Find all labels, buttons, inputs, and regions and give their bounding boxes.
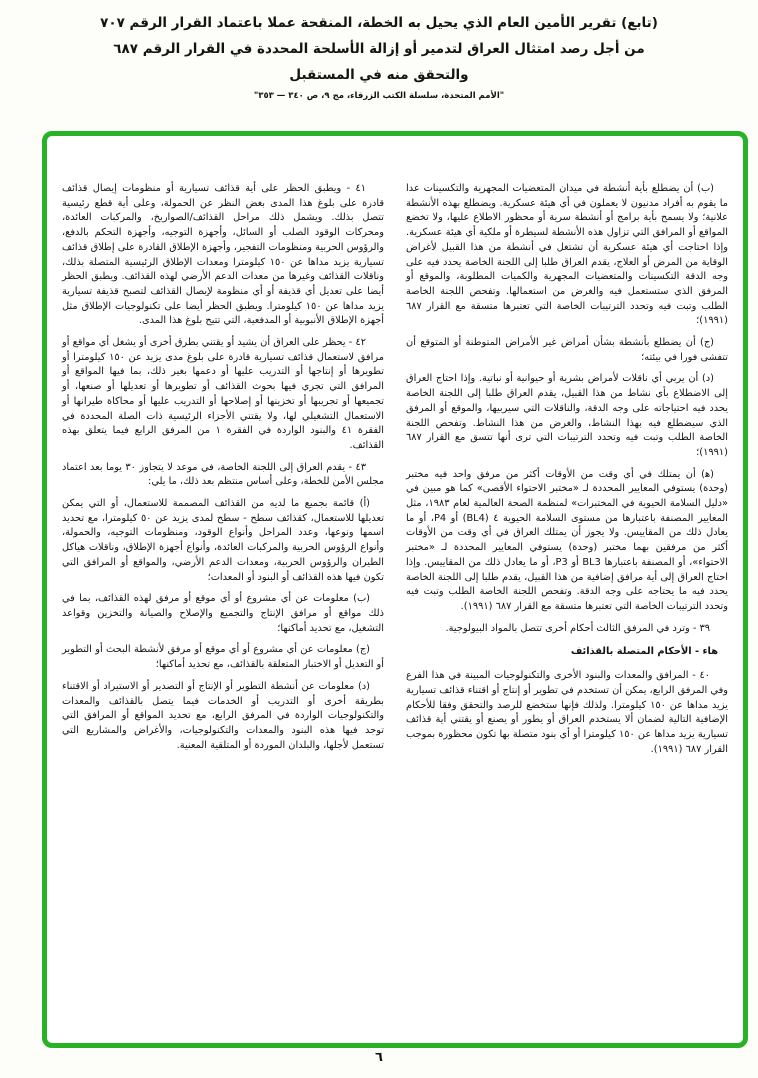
header-title-line-1: (تابع) تقرير الأمين العام الذي يحيل به الخطة، المنقحة عملا باعتماد القرار الرقم ٧٠٧ — [100, 15, 658, 31]
paragraph-43-item-c: (ج) معلومات عن أي مشروع أو أي موقع أو مرفق لأنشطة البحث أو التطوير أو التعديل أو الاختبار المتعلقة بالقذائف، مع تحديد أماكنها؛ — [62, 644, 384, 671]
right-column — [406, 182, 728, 1031]
section-e-heading: هاء - الأحكام المتصلة بالقذائف — [570, 646, 718, 658]
paragraph-43-item-d: (د) معلومات عن أنشطة التطوير أو الإنتاج أو التصدير أو الاستيراد أو الاقتناء بطريقة أخرى أو التدريب أو الخدمات فيما يتصل بالقذائف والمعدات والتكنولوجيات الواردة في المرفق الرابع، مع تحديد المواقع أو المرافق التي توجد فيها هذه البنود والمعدات والتكنولوجيات، والأغراض والمشاريع التي تستعمل لأجلها، والبلدان الموردة أو المتلقية المعنية. — [62, 680, 384, 751]
paragraph-43-item-a: (أ) قائمة بجميع ما لديه من القذائف المصممة للاستعمال، أو التي يمكن تعديلها للاستعمال، كقذائف سطح - سطح لمدى يزيد عن ٥٠ كيلومترا، مع تحديد اسمها ونوعها، وعدد المراحل وأنواع الوقود، ومنظومات التوجيه، والحمولة، وأنواع الرؤوس الحربية والمركبات العائدة، وأنواع أجهزة الإطلاق، وناقلات هياكل الطيران والرؤوس الحربية، ومعدات الدعم الأرضي، والمواقع أو المرافق التي تكون فيها هذه القذائف أو البنود أو المعدات؛ — [62, 498, 384, 583]
header-title-line-3: والتحقق منه في المستقبل — [289, 67, 469, 83]
header-title-line-2: من أجل رصد امتثال العراق لتدمير أو إزالة الأسلحة المحددة في القرار الرقم ٦٨٧ — [113, 41, 645, 57]
page-number: ٦ — [375, 1050, 383, 1065]
paragraph-38-b: (ب) أن يضطلع بأية أنشطة في ميدان المتعضيات المجهرية والتكسينات عدا ما يقوم به أفراد مدنيون لا يعملون في أي هيئة عسكرية. ويضطلع بهذه الأنشطة علانية؛ ولا يسمح بأية برامج أو أنشطة سرية أو محظور الاطلاع عليها، ولا تخضع المواقع أو المرافق التي تزاول هذه الأنشطة لسيطرة أو ملكية أي هيئة عسكرية. وإذا احتاجت أي هيئة عسكرية أن تشتغل في أنشطة من هذا القبيل لأغراض الوقاية من المرض أو العلاج، يقدم العراق طلبا إلى اللجنة الخاصة يحدد فيه على وجه الدقة التكسينات والمتعضيات المجهرية والكميات المطلوبة، والموقع أو المرفق الذي ستستعمل فيه والغرض من استعمالها. وتفحص اللجنة الخاصة الطلب وتبت فيه وتحدد الترتيبات الخاصة التي تعتبرها متسقة مع القرار ٦٨٧ (١٩٩١)؛ — [406, 183, 728, 327]
paragraph-38-h: (ﻫ) أن يمتلك في أي وقت من الأوقات أكثر من مرفق واحد فيه مختبر (وحدة) يستوفي المعايير المحددة لـ «مختبر الاحتواء الأقصى» كما هو مبين في «دليل السلامة الحيوية في المختبرات» لمنظمة الصحة العالمية لعام ١٩٨٣، مثل المعايير المصنفة باعتبارها من مستوى السلامة الحيوية ٤ (BL4) أو P4، أو ما يعادل ذلك من المقاييس. ولا يجوز أن يمتلك العراق في أي وقت من الأوقات أكثر من مرفقين بهما مختبر (وحدة) يستوفي المعايير المحددة لـ «مختبر الاحتواء»، أو المصنفة باعتبارها BL3 أو P3، أو ما يعادل ذلك من المقاييس. وإذا احتاج العراق إلى أية مرافق إضافية من هذا القبيل، يقدم طلبا إلى اللجنة الخاصة يحدد فيه ما يحتاجه على وجه الدقة. وتفحص اللجنة الخاصة الطلب وتبت فيه وتحدد الترتيبات الخاصة التي تعتبرها متسقة مع القرار ٦٨٧ (١٩٩١). — [406, 468, 729, 612]
two-column-layout — [47, 136, 743, 1043]
content-border-box — [42, 131, 748, 1048]
left-column — [62, 182, 384, 1031]
paragraph-39: ٣٩ - وترد في المرفق الثالث أحكام أخرى تتصل بالمواد البيولوجية. — [445, 622, 710, 634]
paragraph-42: ٤٢ - يحظر على العراق أن يشيد أو يقتني بطرق أخرى أو يشغل أي مواقع أو مرافق لاستعمال قذائف تسيارية قادرة على بلوغ مدى يزيد عن ١٥٠ كيلومترا أو تطويرها أو إنتاجها أو التدريب عليها أو دعمها بغير ذلك، بما فيها المواقع أو المرافق التي تجري فيها بحوث القذائف أو تطويرها أو تعديلها أو صنعها، أو تجميعها أو تجريبها أو تخزينها أو إصلاحها أو التدريب عليها أو محاكاة طيرانها أو الاستعمال التشغيلي لها، ولا يقتني الأجزاء الرئيسية ذات الصلة المحددة في الفقرة ٤١ والبنود الواردة في الفقرة ١ من المرفق الرابع فيما يتعلق بهذه القذائف. — [62, 337, 384, 451]
paragraph-40: ٤٠ - المرافق والمعدات والبنود الأخرى والتكنولوجيات المبينة في هذا الفرع وفي المرفق الرابع، يمكن أن تستخدم في تطوير أو إنتاج أو اقتناء قذائف تسيارية يزيد مداها عن ١٥٠ كيلومترا. ولذلك فإنها ستخضع للرصد والتحقق وفقا للأحكام الإضافية التالية لضمان ألا يستخدم العراق أو يطور أو يصنع أو يقتني أية قذائف تسيارية يزيد مداها عن ١٥٠ كيلومترا أو أي بنود متصلة بها تكون محظورة بموجب القرار ٦٨٧ (١٩٩١). — [406, 670, 728, 755]
paragraph-43: ٤٣ - يقدم العراق إلى اللجنة الخاصة، في موعد لا يتجاوز ٣٠ يوما بعد اعتماد مجلس الأمن للخطة، وعلى أساس منتظم بعد ذلك، ما يلي: — [62, 461, 384, 488]
header-source-citation: "الأمم المتحدة، سلسلة الكتب الزرقاء، مج ٩، ص ٣٤٠ — ٣٥٣" — [253, 91, 505, 101]
paragraph-38-d: (د) أن يربي أي ناقلات لأمراض بشرية أو حيوانية أو نباتية. وإذا احتاج العراق إلى الاضطلاع بأي نشاط من هذا القبيل، يقدم العراق طلبا إلى اللجنة الخاصة يحدد فيه احتياجاته على وجه الدقة، والناقلات التي سيربيها، والموقع أو المرفق الذي سيضطلع فيه بهذا النشاط، والغرض من هذا النشاط. وتفحص اللجنة الخاصة الطلب وتبت فيه وتحدد الترتيبات التي ترى أنها تتسق مع القرار ٦٨٧ (١٩٩١)؛ — [406, 373, 728, 458]
paragraph-38-c: (ج) أن يضطلع بأنشطة بشأن أمراض غير الأمراض المتوطنة أو المتوقع أن تتفشى فورا في بيئته؛ — [406, 337, 728, 363]
paragraph-41: ٤١ - ويطبق الحظر على أية قذائف تسيارية أو منظومات إيصال قذائف قادرة على بلوغ هذا المدى بغض النظر عن الحمولة، وعلى أية قطع رئيسية تتصل بذلك. ويشمل ذلك مراحل القذائف/الصواريخ، والمركبات العائدة، ومحركات الوقود الصلب أو السائل، وأجهزة التوجيه، وأجهزة التحكم بالدفع، والرؤوس الحربية ومنظومات التفجير، وأجهزة الإطلاق القادرة على إطلاق قذائف تسيارية يزيد مداها عن ١٥٠ كيلومترا ومعدات الإطلاق الرئيسية المتصلة بذلك، وناقلات القذائف وغيرها من معدات الدعم الأرضي لهذه القذائف. ويطبق الحظر أيضا على تعديل أي قذيفة أو أي منظومة لإيصال القذائف لتصبح قذيفة تسيارية يزيد مداها عن ١٥٠ كيلومترا. ويطبق الحظر أيضا على تكنولوجيات الإطلاق مثل أجهزة الإطلاق الأنبوبية أو المدفعية، التي تتيح بلوغ هذا المدى. — [62, 183, 384, 327]
document-header — [0, 10, 758, 101]
paragraph-43-item-b: (ب) معلومات عن أي مشروع أو أي موقع أو مرفق لهذه القذائف، بما في ذلك مواقع أو مرافق الإنتاج والتجميع والإصلاح والصيانة والتخزين وقواعد التشغيل، مع تحديد أماكنها؛ — [62, 593, 384, 634]
